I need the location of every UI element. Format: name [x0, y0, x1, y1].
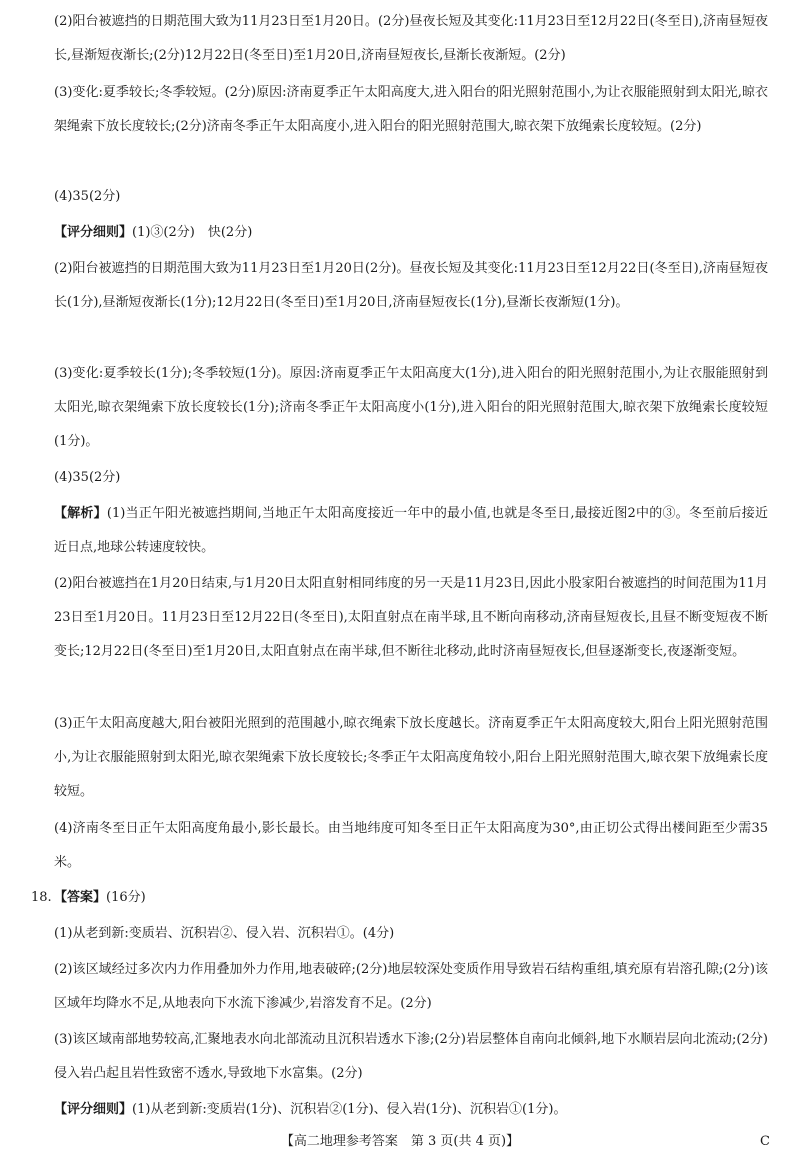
q17-analysis-3: (3)正午太阳高度越大,阳台被阳光照到的范围越小,晾衣绳索下放长度越长。济南夏季正午太阳高度较大,阳台上阳光照射范围小,为让衣服能照射到太阳光,晾衣架绳索下放长度较长;冬季正午太阳高度角较小,阳台上阳光照射范围大,晾衣架下放绳索长度较短。 [54, 716, 768, 799]
q17-analysis-1 [54, 497, 768, 565]
q17-analysis-4: (4)济南冬至日正午太阳高度角最小,影长最长。由当地纬度可知冬至日正午太阳高度为30°,由正切公式得出楼间距至少需35米。 [54, 821, 768, 870]
q17-rubric-2: (2)阳台被遮挡的日期范围大致为11月23日至1月20日(2分)。昼夜长短及其变化:11月23日至12月22日(冬至日),济南昼短夜长(1分),昼渐短夜渐长(1分);12月22日(冬至日)至1月20日,济南昼短夜长(1分),昼渐长夜渐短(1分)。 [54, 261, 768, 310]
q17-analysis-2: (2)阳台被遮挡在1月20日结束,与1月20日太阳直射相同纬度的另一天是11月23日,因此小股家阳台被遮挡的时间范围为11月23日至1月20日。11月23日至12月22日(冬至日),太阳直射点在南半球,且不断向南移动,济南昼短夜长,且昼不断变短夜不断变长;12月22日(冬至日)至1月20日,太阳直射点在南半球,但不断往北移动,此时济南昼短夜长,但昼逐渐变长,夜逐渐变短。 [54, 576, 768, 659]
q17-rubric-3: (3)变化:夏季较长(1分);冬季较短(1分)。原因:济南夏季正午太阳高度大(1分),进入阳台的阳光照射范围小,为让衣服能照射到太阳光,晾衣架绳索下放长度较长(1分);济南冬季正午太阳高度小(1分),进入阳台的阳光照射范围大,晾衣架下放绳索长度较短(1分)。 [54, 366, 768, 449]
page-footer: 【高二地理参考答案 第 3 页(共 4 页)】 [280, 1134, 520, 1149]
q18-answer-1: (1)从老到新:变质岩、沉积岩②、侵入岩、沉积岩①。(4分) [54, 926, 395, 941]
q17-rubric-4: (4)35(2分) [54, 470, 121, 485]
q17-answer-3: (3)变化:夏季较长;冬季较短。(2分)原因:济南夏季正午太阳高度大,进入阳台的阳光照射范围小,为让衣服能照射到太阳光,晾衣架绳索下放长度较长;(2分)济南冬季正午太阳高度小,进入阳台的阳光照射范围大,晾衣架下放绳索长度较短。(2分) [54, 85, 768, 134]
analysis-tag: 【解析】 [54, 506, 107, 521]
q17-answer-4: (4)35(2分) [54, 189, 121, 204]
rubric-tag: 【评分细则】 [54, 1102, 133, 1117]
q17-rubric-1 [54, 216, 768, 250]
analysis-text: (1)当正午阳光被遮挡期间,当地正午太阳高度接近一年中的最小值,也就是冬至日,最接近图2中的③。冬至前后接近近日点,地球公转速度较快。 [54, 506, 768, 555]
q18-answer-3: (3)该区域南部地势较高,汇聚地表水向北部流动且沉积岩透水下渗;(2分)岩层整体自南向北倾斜,地下水顺岩层向北流动;(2分)侵入岩凸起且岩性致密不透水,导致地下水富集。(2分) [54, 1032, 768, 1081]
q18-answer-header [54, 881, 768, 915]
q17-answer-2: (2)阳台被遮挡的日期范围大致为11月23日至1月20日。(2分)昼夜长短及其变化:11月23日至12月22日(冬至日),济南昼短夜长,昼渐短夜渐长;(2分)12月22日(冬至日)至1月20日,济南昼短夜长,昼渐长夜渐短。(2分) [54, 14, 768, 63]
answer-tag: 【答案】 [54, 890, 107, 905]
rubric-text: (1)从老到新:变质岩(1分)、沉积岩②(1分)、侵入岩(1分)、沉积岩①(1分)。 [132, 1102, 567, 1117]
rubric-text: (1)③(2分) 快(2分) [132, 225, 253, 240]
q18-number: 18. [31, 890, 52, 905]
q18-rubric-1 [54, 1093, 768, 1127]
rubric-tag: 【评分细则】 [54, 225, 133, 240]
q18-score: (16分) [106, 890, 146, 905]
q18-answer-2: (2)该区域经过多次内力作用叠加外力作用,地表破碎;(2分)地层较深处变质作用导致岩石结构重组,填充原有岩溶孔隙;(2分)该区域年均降水不足,从地表向下水流下渗减少,岩溶发育不足。(2分) [54, 962, 768, 1011]
version-letter: C [760, 1134, 770, 1149]
